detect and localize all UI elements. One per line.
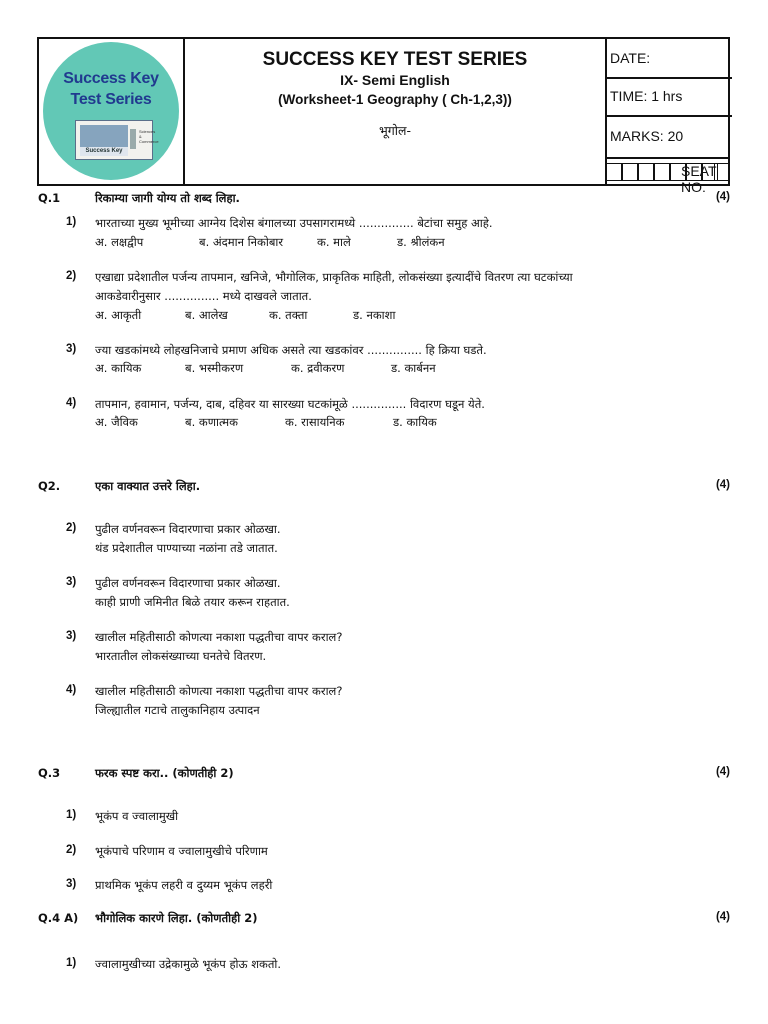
- item-number: 4): [66, 397, 77, 409]
- item-text: खालील महितीसाठी कोणत्या नकाशा पद्धतीचा वापर कराल?: [95, 684, 343, 698]
- seat-number-boxes: [605, 157, 730, 184]
- item-number: 2): [66, 522, 77, 534]
- item-number: 3): [66, 878, 77, 890]
- question-marks: (4): [715, 766, 730, 778]
- option: क. द्रवीकरण: [291, 361, 345, 375]
- seat-number-label: SEAT NO:: [681, 163, 717, 195]
- question-marks: (4): [715, 191, 730, 203]
- item-text: पुढील वर्णनवरून विदारणाचा प्रकार ओळखा.: [95, 576, 281, 590]
- page-title: SUCCESS KEY TEST SERIES: [262, 49, 528, 70]
- item-number: 3): [66, 343, 77, 355]
- item-text: भूकंपाचे परिणाम व ज्वालामुखीचे परिणाम: [95, 844, 268, 858]
- time-label: TIME: 1 hrs: [610, 88, 683, 104]
- item-text: ज्वालामुखीच्या उद्रेकामुळे भूकंप होऊ शकतो.: [95, 957, 282, 971]
- logo-building-image: [75, 120, 159, 160]
- date-label: DATE:: [610, 50, 651, 66]
- option: क. रासायनिक: [285, 415, 345, 429]
- item-options: [95, 235, 445, 250]
- logo-side-text: Sciences & Commerce: [139, 129, 159, 144]
- question-title: रिकाम्या जागी योग्य तो शब्द लिहा.: [95, 191, 240, 205]
- option: अ. लक्षद्वीप: [95, 235, 144, 249]
- item-text: काही प्राणी जमिनीत बिळे तयार करून राहतात.: [95, 595, 290, 609]
- item-number: 1): [66, 216, 77, 228]
- item-number: 1): [66, 809, 77, 821]
- logo-cell: [39, 39, 185, 184]
- item-number: 4): [66, 684, 77, 696]
- option: अ. जैविक: [95, 415, 138, 429]
- question-number: Q.3: [38, 766, 61, 780]
- item-text: जिल्ह्यातील गटाचे तालुकानिहाय उत्पादन: [95, 703, 260, 717]
- worksheet-header: [37, 37, 730, 195]
- logo: [43, 42, 179, 180]
- question-number: Q.1: [38, 191, 61, 205]
- item-text: तापमान, हवामान, पर्जन्य, दाब, दहिवर या सारख्या घटकांमूळे ............... विदारण घडून येते.: [95, 397, 485, 411]
- logo-sign: Success Key: [80, 147, 128, 156]
- info-column: [605, 39, 732, 157]
- question-number: Q.4 A): [38, 911, 79, 925]
- question-number: Q2.: [38, 479, 61, 493]
- item-number: 3): [66, 576, 77, 588]
- option: ड. नकाशा: [353, 308, 396, 322]
- option: ब. कणात्मक: [185, 415, 238, 429]
- option: ड. कायिक: [393, 415, 437, 429]
- item-options: [95, 361, 436, 376]
- seat-box[interactable]: [638, 163, 654, 181]
- logo-text-line2: Test Series: [70, 91, 152, 108]
- seat-box[interactable]: [606, 163, 622, 181]
- time-field: [607, 77, 732, 117]
- date-field[interactable]: [607, 39, 732, 79]
- item-text: आकडेवारीनुसार ............... मध्ये दाखवले जातात.: [95, 289, 312, 303]
- item-number: 2): [66, 844, 77, 856]
- option: ड. श्रीलंकन: [397, 235, 445, 249]
- question-title: भौगोलिक कारणे लिहा. (कोणतीही 2): [95, 911, 258, 925]
- option: ब. भस्मीकरण: [185, 361, 244, 375]
- item-text: भारतातील लोकसंख्याच्या घनतेचे वितरण.: [95, 649, 267, 663]
- question-marks: (4): [715, 911, 730, 923]
- item-options: [95, 308, 395, 323]
- option: अ. कायिक: [95, 361, 142, 375]
- item-options: [95, 415, 437, 430]
- item-number: 2): [66, 270, 77, 282]
- option: ब. अंदमान निकोबार: [199, 235, 284, 249]
- question-title: फरक स्पष्ट करा.. (कोणतीही 2): [95, 766, 234, 780]
- item-text: एखाद्या प्रदेशातील पर्जन्य तापमान, खनिजे, भौगोलिक, प्राकृतिक माहिती, लोकसंख्या इत्यादींचे वितरण त्या घटकांच्या: [95, 270, 573, 284]
- option: क. तक्ता: [269, 308, 308, 322]
- option: ब. आलेख: [185, 308, 228, 322]
- worksheet-label: (Worksheet-1 Geography ( Ch-1,2,3)): [278, 92, 512, 107]
- question-marks: (4): [715, 479, 730, 491]
- class-label: IX- Semi English: [340, 72, 450, 88]
- item-text: भारताच्या मुख्य भूमीच्या आग्नेय दिशेस बंगालच्या उपसागरामध्ये ............... बेटांचा समुह आहे.: [95, 216, 493, 230]
- item-number: 1): [66, 957, 77, 969]
- option: अ. आकृती: [95, 308, 142, 322]
- item-text: पुढील वर्णनवरून विदारणाचा प्रकार ओळखा.: [95, 522, 281, 536]
- logo-text-line1: Success Key: [63, 70, 159, 87]
- option: ड. कार्बनन: [391, 361, 436, 375]
- item-number: 3): [66, 630, 77, 642]
- item-text: ज्या खडकांमध्ये लोहखनिजाचे प्रमाण अधिक असते त्या खडकांवर ............... हि क्रिया घडते.: [95, 343, 487, 357]
- item-text: थंड प्रदेशातील पाण्याच्या नळांना तडे जातात.: [95, 541, 278, 555]
- seat-box[interactable]: [622, 163, 638, 181]
- item-text: भूकंप व ज्वालामुखी: [95, 809, 179, 823]
- marks-field: [607, 117, 732, 154]
- seat-box[interactable]: [686, 163, 702, 181]
- item-text: प्राथमिक भूकंप लहरी व दुय्यम भूकंप लहरी: [95, 878, 273, 892]
- subject-label: भूगोल-: [378, 123, 412, 138]
- seat-box[interactable]: [654, 163, 670, 181]
- seat-box[interactable]: [714, 163, 730, 181]
- seat-box[interactable]: [670, 163, 686, 181]
- option: क. माले: [317, 235, 351, 249]
- item-text: खालील महितीसाठी कोणत्या नकाशा पद्धतीचा वापर कराल?: [95, 630, 343, 644]
- marks-label: MARKS: 20: [610, 128, 684, 144]
- question-title: एका वाक्यात उत्तरे लिहा.: [95, 479, 201, 493]
